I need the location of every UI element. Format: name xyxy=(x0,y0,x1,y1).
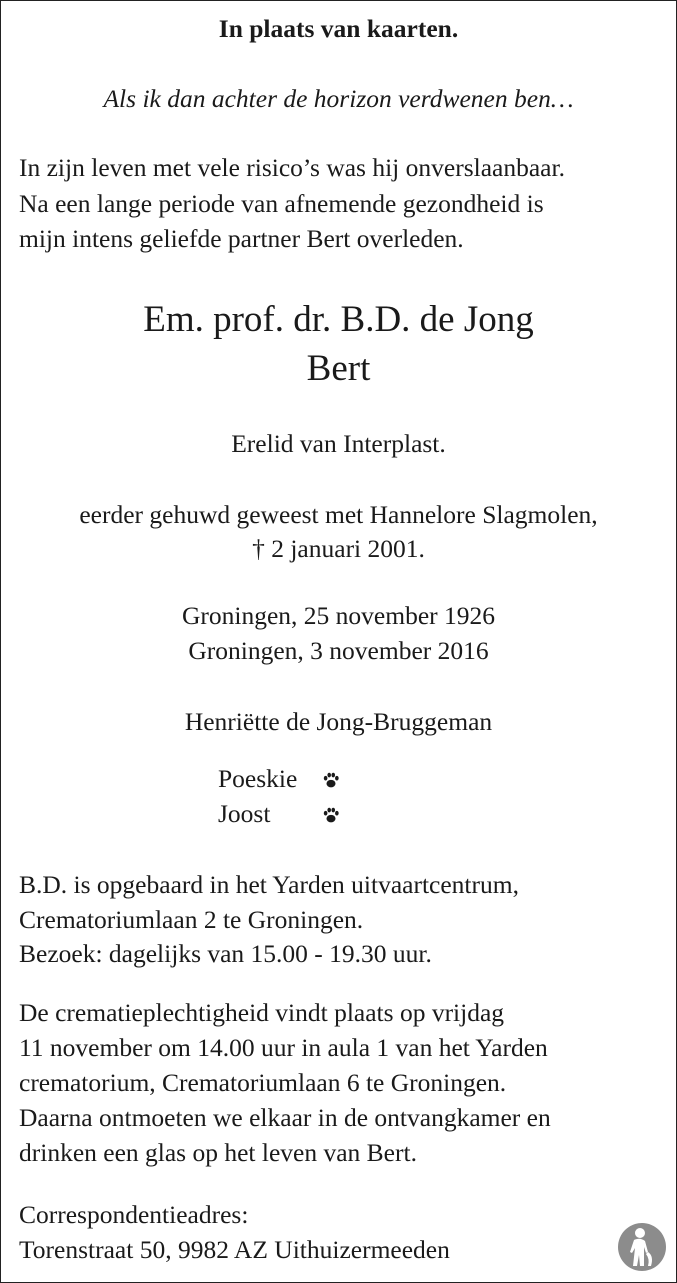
pet-name-2: Joost xyxy=(218,799,271,828)
correspondence-label: Correspondentieadres: xyxy=(19,1200,249,1229)
partner-name: Henriëtte de Jong-Bruggeman xyxy=(184,707,493,736)
ceremony-line-3: crematorium, Crematoriumlaan 6 te Groningen. xyxy=(19,1068,507,1097)
correspondence-address: Torenstraat 50, 9982 AZ Uithuizermeeden xyxy=(19,1235,450,1264)
pet-name-1: Poeskie xyxy=(218,764,298,793)
death-date: Groningen, 3 november 2016 xyxy=(188,636,489,665)
intro-line-3: mijn intens geliefde partner Bert overleden. xyxy=(19,224,464,253)
marriage-line-2: † 2 januari 2001. xyxy=(252,534,425,563)
paw-icon xyxy=(322,806,340,824)
intro-line-1: In zijn leven met vele risico’s was hij onverslaanbaar. xyxy=(19,153,565,182)
ceremony-line-2: 11 november om 14.00 uur in aula 1 van het Yarden xyxy=(19,1033,548,1062)
deceased-first-name: Bert xyxy=(306,348,371,389)
notice-header: In plaats van kaarten. xyxy=(218,14,459,43)
viewing-line-2: Crematoriumlaan 2 te Groningen. xyxy=(19,905,364,934)
ceremony-line-5: drinken een glas op het leven van Bert. xyxy=(19,1138,417,1167)
birth-date: Groningen, 25 november 1926 xyxy=(181,601,496,630)
viewing-line-1: B.D. is opgebaard in het Yarden uitvaartcentrum, xyxy=(19,870,519,899)
person-silhouette-logo xyxy=(617,1222,667,1272)
intro-line-2: Na een lange periode van afnemende gezondheid is xyxy=(19,189,544,218)
paw-icon xyxy=(322,771,340,789)
deceased-full-name: Em. prof. dr. B.D. de Jong xyxy=(143,299,534,340)
marriage-line-1: eerder gehuwd geweest met Hannelore Slagmolen, xyxy=(79,500,598,529)
ceremony-line-1: De crematieplechtigheid vindt plaats op vrijdag xyxy=(19,998,505,1027)
honor-line: Erelid van Interplast. xyxy=(231,429,446,458)
ceremony-line-4: Daarna ontmoeten we elkaar in de ontvangkamer en xyxy=(19,1103,551,1132)
quote: Als ik dan achter de horizon verdwenen ben… xyxy=(103,84,574,113)
viewing-line-3: Bezoek: dagelijks van 15.00 - 19.30 uur. xyxy=(19,939,432,968)
